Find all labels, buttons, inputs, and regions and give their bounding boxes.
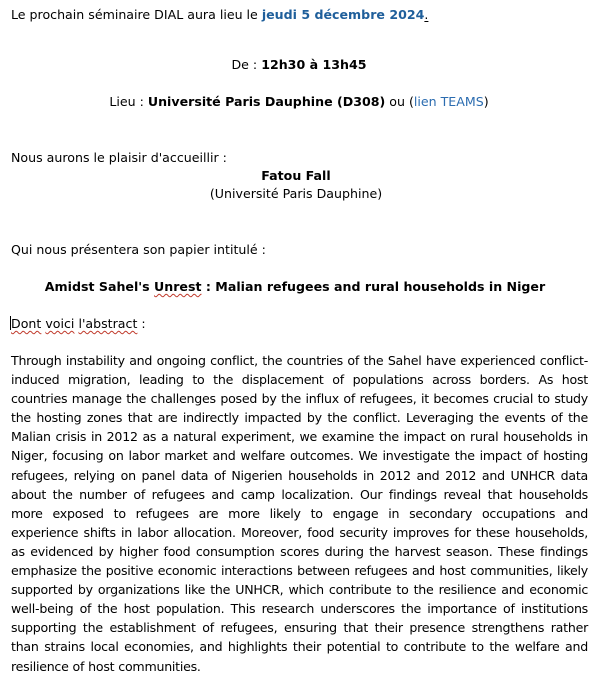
present-text: Qui nous présentera son papier intitulé : <box>11 242 266 257</box>
place-connector: ou ( <box>385 94 414 109</box>
place-line <box>0 94 598 109</box>
speaker-affiliation: (Université Paris Dauphine) <box>209 186 383 201</box>
paper-title <box>0 279 594 294</box>
welcome-text: Nous aurons le plaisir d'accueillir : <box>11 150 227 165</box>
place-label: Lieu : <box>109 94 148 109</box>
intro-suffix: . <box>424 7 429 22</box>
speaker-name: Fatou Fall <box>261 168 331 183</box>
paper-title-part-3: : Malian refugees and rural households in Niger <box>201 279 546 294</box>
teams-link[interactable]: lien TEAMS <box>413 94 484 109</box>
place-value: Université Paris Dauphine (D308) <box>147 94 386 109</box>
paper-title-part-2: Unrest <box>154 279 202 294</box>
abstract-intro-word-1: Dont <box>11 316 42 331</box>
abstract-intro-word-2: voici <box>45 316 75 331</box>
time-line <box>0 57 598 72</box>
time-label: De : <box>231 57 262 72</box>
paper-title-part-1: Amidst Sahel's <box>44 279 155 294</box>
abstract-paragraph: Through instability and ongoing conflict, the countries of the Sahel have experienced conflict-induced migration, leading to the displacement of populations across borders. As host countries manage the challenges posed by the influx of refugees, it becomes crucial to study the hosting zones that are indirectly impacted by the conflict. Leveraging the events of the Malian crisis in 2012 as a natural experiment, we examine the impact on rural households in Niger, focusing on labor market and welfare outcomes. We investigate the impact of hosting refugees, relying on panel data of Nigerien households in 2012 and 2012 and UNHCR data about the number of refugees and camp localization. Our findings reveal that households more exposed to refugees are more likely to engage in secondary occupations and experience shifts in labor allocation. Moreover, food security improves for these households, as evidenced by higher food consumption scores during the harvest season. These findings emphasize the positive economic interactions between refugees and host communities, likely supported by organizations like the UNHCR, which contribute to the resilience and economic well-being of the host population. This research underscores the importance of institutions supporting the establishment of refugees, ensuring that their presence strengthens rather than strains local economies, and highlights their potential to contribute to the welfare and resilience of host communities. <box>11 353 588 674</box>
seminar-date: jeudi 5 décembre 2024 <box>261 7 425 22</box>
abstract-intro-word-3: l'abstract <box>78 316 138 331</box>
intro-line <box>11 7 428 22</box>
abstract-intro-colon: : <box>137 316 146 331</box>
intro-prefix: Le prochain séminaire DIAL aura lieu le <box>11 7 262 22</box>
place-close: ) <box>483 94 489 109</box>
time-value: 12h30 à 13h45 <box>261 57 367 72</box>
abstract-intro <box>10 316 146 331</box>
